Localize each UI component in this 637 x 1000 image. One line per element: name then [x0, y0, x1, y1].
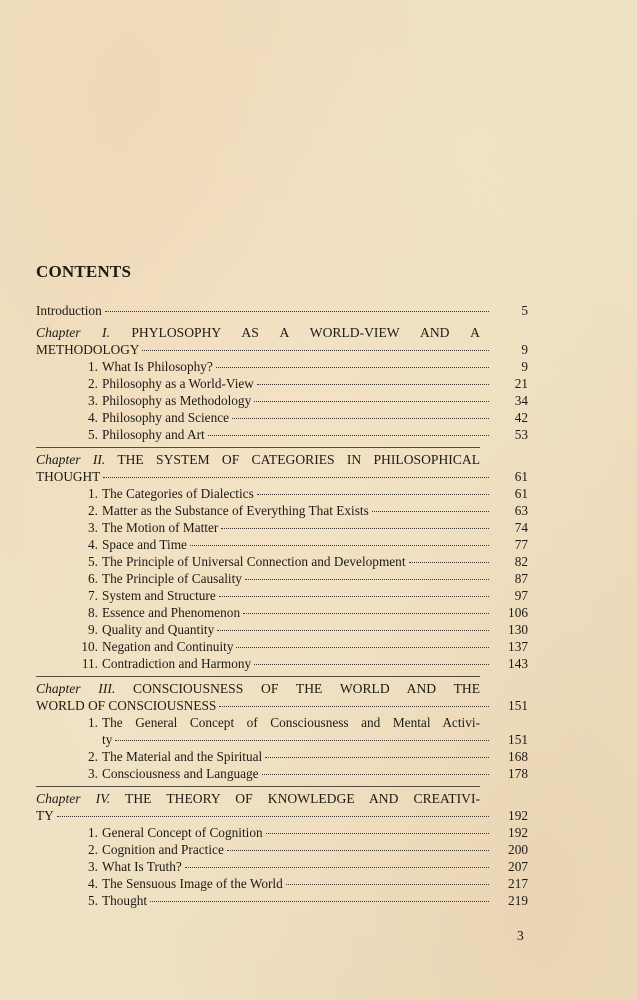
dot-leader [190, 535, 489, 546]
dot-leader [216, 357, 489, 368]
toc-section [36, 570, 528, 587]
section-page: 77 [514, 537, 528, 552]
section-page: 61 [514, 486, 528, 501]
dot-leader [208, 425, 489, 436]
section-number: 4. [88, 410, 98, 425]
section-page: 21 [514, 376, 528, 391]
dot-leader [254, 654, 489, 665]
dot-leader [150, 891, 489, 902]
dot-leader [257, 484, 489, 495]
section-title: Philosophy as Methodology [102, 393, 252, 408]
dot-leader [236, 637, 489, 648]
toc-section [36, 426, 528, 443]
chapter-heading-tail [36, 697, 528, 714]
toc-section [36, 485, 528, 502]
section-title: Essence and Phenomenon [102, 605, 241, 620]
toc-chapter-3 [36, 681, 528, 782]
section-page: 168 [508, 749, 528, 764]
toc-chapter-1 [36, 325, 528, 443]
section-title: Space and Time [102, 537, 187, 552]
dot-leader [243, 603, 489, 614]
section-number: 9. [88, 622, 98, 637]
dot-leader [219, 696, 489, 707]
section-title: Philosophy and Science [102, 410, 230, 425]
toc-section [36, 621, 528, 638]
section-number: 1. [88, 359, 98, 374]
chapter-heading-tail [36, 807, 528, 824]
toc-section [36, 875, 528, 892]
dot-leader [185, 857, 489, 868]
toc-section [36, 858, 528, 875]
dot-leader [227, 840, 489, 851]
toc-section [36, 765, 528, 782]
section-title-cont: ty [102, 732, 113, 747]
section-number: 2. [88, 503, 98, 518]
entry-title: Introduction [36, 303, 102, 318]
section-number: 2. [88, 749, 98, 764]
toc-section [36, 604, 528, 621]
toc-section [36, 553, 528, 570]
chapter-page: 151 [508, 698, 528, 713]
section-page: 106 [508, 605, 528, 620]
chapter-label: Chapter IV. [36, 791, 111, 806]
section-number: 4. [88, 537, 98, 552]
section-page: 192 [508, 825, 528, 840]
chapter-label: Chapter III. [36, 681, 116, 696]
section-number: 4. [88, 876, 98, 891]
section-number: 5. [88, 893, 98, 908]
section-page: 34 [514, 393, 528, 408]
section-title: What Is Truth? [102, 859, 182, 874]
section-number: 2. [88, 842, 98, 857]
section-divider [36, 676, 480, 677]
section-title: Matter as the Substance of Everything That Exists [102, 503, 369, 518]
section-page: 143 [508, 656, 528, 671]
section-number: 1. [88, 715, 98, 730]
section-number: 6. [88, 571, 98, 586]
section-page: 217 [508, 876, 528, 891]
section-page: 74 [514, 520, 528, 535]
section-divider [36, 786, 480, 787]
toc-section [36, 536, 528, 553]
toc-section [36, 892, 528, 909]
dot-leader [265, 747, 489, 758]
chapter-title: CONSCIOUSNESS OF THE WORLD AND THE [133, 681, 480, 696]
dot-leader [103, 467, 489, 478]
chapter-title-cont: TY [36, 808, 54, 823]
section-page: 151 [508, 732, 528, 747]
section-title: Cognition and Practice [102, 842, 224, 857]
dot-leader [254, 391, 489, 402]
chapter-label: Chapter I. [36, 325, 110, 340]
dot-leader [257, 374, 489, 385]
chapter-page: 192 [508, 808, 528, 823]
toc-section [36, 502, 528, 519]
chapter-title: PHYLOSOPHY AS A WORLD-VIEW AND A [131, 325, 480, 340]
toc-section [36, 519, 528, 536]
section-title: Philosophy and Art [102, 427, 205, 442]
section-number: 11. [81, 656, 98, 671]
toc-entry-introduction [36, 302, 528, 319]
section-page: 63 [514, 503, 528, 518]
dot-leader [221, 518, 489, 529]
section-title: Consciousness and Language [102, 766, 259, 781]
dot-leader [245, 569, 489, 580]
chapter-label: Chapter II. [36, 452, 106, 467]
chapter-title-cont: THOUGHT [36, 469, 101, 484]
section-title: Negation and Continuity [102, 639, 234, 654]
dot-leader [266, 823, 489, 834]
section-title: The Sensuous Image of the World [102, 876, 283, 891]
section-title: The Categories of Dialectics [102, 486, 254, 501]
section-number: 7. [88, 588, 98, 603]
section-title: Thought [102, 893, 148, 908]
chapter-heading-tail [36, 341, 528, 358]
section-number: 8. [88, 605, 98, 620]
toc-section [36, 714, 528, 748]
section-title: The Principle of Causality [102, 571, 242, 586]
section-page: 87 [514, 571, 528, 586]
section-title: The Principle of Universal Connection and Development [102, 554, 406, 569]
section-title-line [36, 714, 480, 731]
section-number: 3. [88, 766, 98, 781]
section-number: 3. [88, 393, 98, 408]
section-number: 3. [88, 520, 98, 535]
dot-leader [286, 874, 489, 885]
section-page: 130 [508, 622, 528, 637]
page-title: CONTENTS [36, 262, 132, 281]
section-page: 137 [508, 639, 528, 654]
section-title: What Is Philosophy? [102, 359, 213, 374]
section-number: 3. [88, 859, 98, 874]
section-page: 200 [508, 842, 528, 857]
section-page: 219 [508, 893, 528, 908]
section-page: 53 [514, 427, 528, 442]
chapter-title-cont: METHODOLOGY [36, 342, 140, 357]
section-page: 207 [508, 859, 528, 874]
section-number: 1. [88, 486, 98, 501]
toc-chapter-2 [36, 452, 528, 672]
toc-section [36, 587, 528, 604]
section-title: Quality and Quantity [102, 622, 215, 637]
section-number: 5. [88, 554, 98, 569]
page-number: 3 [517, 928, 524, 943]
chapter-heading-tail [36, 468, 528, 485]
toc-section [36, 655, 528, 672]
chapter-heading [36, 452, 480, 468]
toc-section [36, 392, 528, 409]
toc-section [36, 638, 528, 655]
dot-leader [142, 340, 489, 351]
chapter-title-cont: WORLD OF CONSCIOUSNESS [36, 698, 217, 713]
section-page: 97 [514, 588, 528, 603]
dot-leader [372, 501, 489, 512]
toc-section [36, 748, 528, 765]
chapter-heading [36, 681, 480, 697]
section-title: Contradiction and Harmony [102, 656, 252, 671]
chapter-heading [36, 791, 480, 807]
section-title: System and Structure [102, 588, 216, 603]
dot-leader [232, 408, 489, 419]
chapter-page: 9 [521, 342, 528, 357]
chapter-title: THE SYSTEM OF CATEGORIES IN PHILOSOPHICAL [117, 452, 480, 467]
toc-section [36, 841, 528, 858]
toc-section [36, 824, 528, 841]
entry-page: 5 [521, 303, 528, 318]
dot-leader [219, 586, 489, 597]
dot-leader [115, 730, 489, 741]
section-number: 2. [88, 376, 98, 391]
dot-leader [217, 620, 489, 631]
toc-section [36, 358, 528, 375]
section-number: 5. [88, 427, 98, 442]
section-number: 10. [81, 639, 98, 654]
section-title: The Motion of Matter [102, 520, 219, 535]
toc-chapter-4 [36, 791, 528, 909]
section-number: 1. [88, 825, 98, 840]
toc-section [36, 409, 528, 426]
dot-leader [105, 301, 489, 312]
chapter-heading [36, 325, 480, 341]
section-page: 178 [508, 766, 528, 781]
section-divider [36, 447, 480, 448]
dot-leader [57, 806, 489, 817]
dot-leader [262, 764, 489, 775]
toc-section [36, 375, 528, 392]
section-title: Philosophy as a World-View [102, 376, 254, 391]
section-title: General Concept of Cognition [102, 825, 263, 840]
chapter-title: THE THEORY OF KNOWLEDGE AND CREATIVI- [125, 791, 480, 806]
section-page: 42 [514, 410, 528, 425]
dot-leader [409, 552, 489, 563]
section-page: 82 [514, 554, 528, 569]
section-title: The Material and the Spiritual [102, 749, 263, 764]
section-title: The General Concept of Consciousness and Mental Activi- [102, 715, 480, 730]
chapter-page: 61 [514, 469, 528, 484]
section-title-line-cont [36, 731, 528, 748]
section-page: 9 [521, 359, 528, 374]
table-of-contents [36, 302, 528, 909]
